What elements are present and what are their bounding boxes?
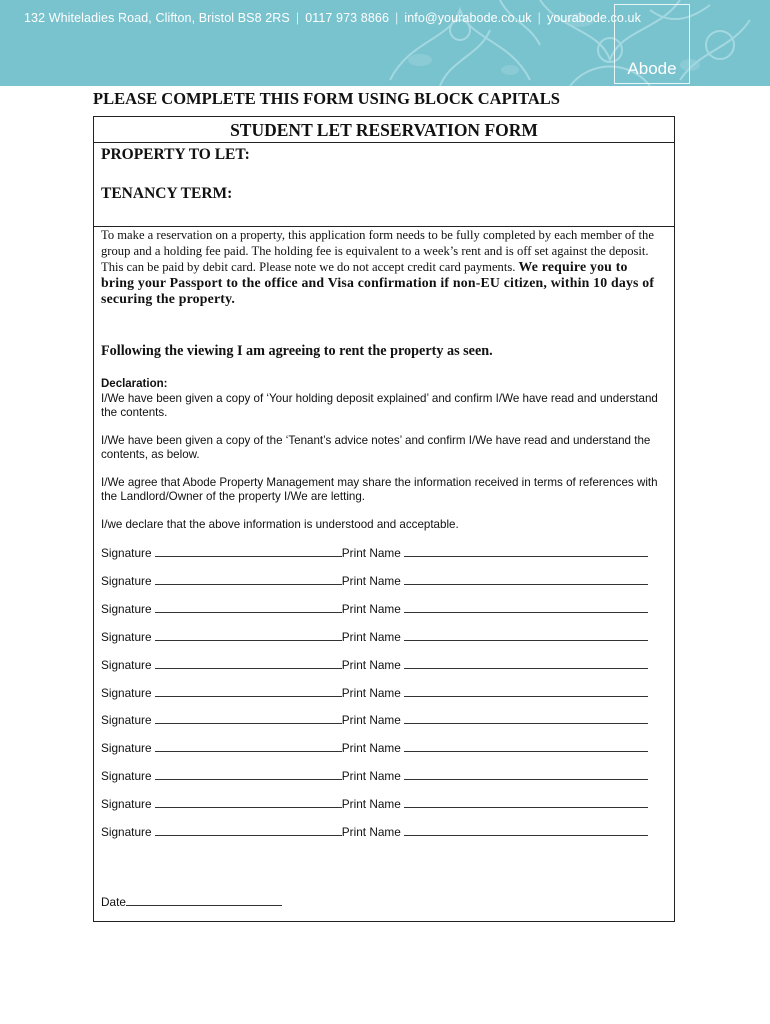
print-name-label: Print Name [341,741,401,756]
tenancy-term-label: TENANCY TERM: [101,185,233,202]
declaration-acceptance: I/we declare that the above information is understood and acceptable. [101,518,459,531]
print-name-line[interactable] [404,713,648,724]
declaration-tenant-advice: I/We have been given a copy of the ‘Tenant’s advice notes’ and confirm I/We have read and understand the contents, as below. [101,434,651,461]
email: info@yourabode.co.uk [404,11,532,25]
print-name-line[interactable] [404,741,648,752]
signature-row [101,825,671,839]
print-name-label: Print Name [341,825,401,839]
signature-label: Signature [101,601,152,616]
signature-label: Signature [101,741,152,756]
signature-line[interactable] [155,686,342,697]
reservation-form [93,116,675,922]
signature-line[interactable] [155,658,342,669]
phone: 0117 973 8866 [305,11,389,25]
viewing-statement: Following the viewing I am agreeing to rent the property as seen. [101,343,493,359]
signature-row [101,658,671,672]
signature-row [101,602,671,616]
signature-row [101,769,671,783]
print-name-label: Print Name [341,713,401,728]
print-name-line[interactable] [404,574,648,585]
declaration-holding-deposit: I/We have been given a copy of ‘Your holding deposit explained’ and confirm I/We have read and understand the contents. [101,392,658,419]
print-name-line[interactable] [404,658,648,669]
intro-paragraph: To make a reservation on a property, this application form needs to be fully completed by each member of the group and a holding fee paid. The holding fee is equivalent to a week’s rent and is off set against the deposit. This can be paid by debit card. Please note we do not accept credit card payments. [101,228,654,274]
print-name-line[interactable] [404,546,648,557]
signature-row [101,574,671,588]
signature-line[interactable] [155,630,342,641]
print-name-label: Print Name [341,685,401,700]
print-name-line[interactable] [404,686,648,697]
property-to-let-label: PROPERTY TO LET: [101,146,250,163]
passport-requirement: We require you to bring your Passport to the office and Visa confirmation if non-EU citizen, within 10 days of securing the property. [101,259,655,306]
declaration-information-sharing: I/We agree that Abode Property Management may share the information received in terms of references with the Landlord/Owner of the property I/We are letting. [101,476,658,503]
header-banner [0,0,770,86]
signature-line[interactable] [155,602,342,613]
property-details-box [94,143,674,227]
print-name-line[interactable] [404,769,648,780]
date-line[interactable] [126,895,282,906]
signature-row [101,797,671,811]
signature-line[interactable] [155,797,342,808]
print-name-line[interactable] [404,825,648,836]
signature-label: Signature [101,797,152,812]
signature-line[interactable] [155,769,342,780]
signature-row [101,741,671,755]
date-field[interactable] [101,895,282,909]
signature-row [101,630,671,644]
signature-label: Signature [101,573,152,588]
signature-label: Signature [101,657,152,672]
signature-row [101,713,671,727]
address: 132 Whiteladies Road, Clifton, Bristol BS8 2RS [24,11,290,25]
date-label: Date [101,895,126,909]
logo-text: Abode [627,59,677,78]
print-name-label: Print Name [341,797,401,812]
website: yourabode.co.uk [547,11,641,25]
signature-label: Signature [101,713,152,728]
print-name-label: Print Name [341,657,401,672]
signature-line[interactable] [155,574,342,585]
signature-line[interactable] [155,825,342,836]
signature-label: Signature [101,825,152,839]
signature-label: Signature [101,769,152,784]
print-name-label: Print Name [341,573,401,588]
signature-row [101,546,671,560]
contact-info: 132 Whiteladies Road, Clifton, Bristol BS8 2RS | 0117 973 8866 | info@yourabode.co.uk | yourabode.co.uk [24,11,641,25]
signature-label: Signature [101,685,152,700]
declaration-title: Declaration: [101,378,168,390]
print-name-line[interactable] [404,630,648,641]
signature-line[interactable] [155,713,342,724]
signature-label: Signature [101,629,152,644]
print-name-label: Print Name [341,546,401,560]
abode-logo [614,4,690,84]
intro-text [101,227,661,307]
print-name-label: Print Name [341,629,401,644]
print-name-label: Print Name [341,769,401,784]
signature-row [101,686,671,700]
signature-line[interactable] [155,546,342,557]
block-capitals-instruction: PLEASE COMPLETE THIS FORM USING BLOCK CAPITALS [93,89,560,108]
signature-line[interactable] [155,741,342,752]
print-name-line[interactable] [404,797,648,808]
print-name-label: Print Name [341,601,401,616]
signature-label: Signature [101,546,152,560]
form-title: STUDENT LET RESERVATION FORM [94,117,674,143]
print-name-line[interactable] [404,602,648,613]
